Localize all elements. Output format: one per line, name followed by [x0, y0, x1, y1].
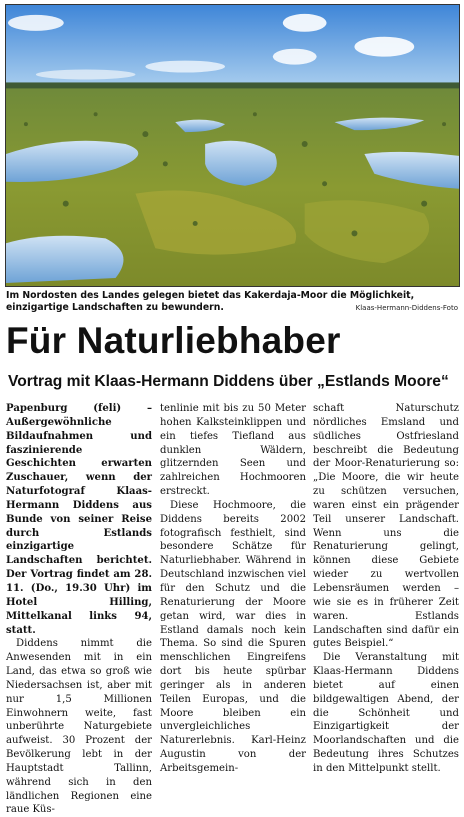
article-paragraph: Die Veranstaltung mit Klaas-Hermann Diddens bietet auf einen bildgewaltigen Abend, der die Schönheit und Einzigartigkeit der Moorlandschaften und die Bedeutung ihres Schutzes in den Mittelpunkt stellt.: [313, 652, 459, 774]
article-column-2: [160, 402, 306, 774]
caption-text: Im Nordosten des Landes gelegen bietet das Kakerdaja-Moor die Möglichkeit, einzigartige Landschaften zu bewundern.: [6, 290, 415, 313]
headline: Für Naturliebhaber: [6, 320, 341, 361]
article-column-3: [313, 402, 459, 774]
subheadline: Vortrag mit Klaas-Hermann Diddens über „Estlands Moore“: [8, 373, 449, 390]
article-paragraph: schaft Naturschutz nördliches Emsland und südliches Ostfriesland beschreibt die Bedeutung der Moor-Renaturierung so: „Die Moore, die wir heute zu schützen versuchen, waren einst ein prägender Teil unserer Landschaft. Wenn uns die Renaturierung gelingt, können diese Gebiete wieder zu wertvollen Lebensräumen werden – wie sie es in früherer Zeit waren. Estlands Landschaften sind dafür ein gutes Beispiel.“: [313, 403, 459, 650]
article-column-1: [6, 402, 152, 816]
photo-illustration: [6, 5, 459, 286]
article-paragraph: tenlinie mit bis zu 50 Meter hohen Kalksteinklippen und ein tiefes Tiefland aus dunklen Wäldern, glitzernden Seen und zahlreichen Hochmooren erstreckt.: [160, 403, 306, 498]
article-lead-paragraph: Papenburg (feli) – Außergewöhnliche Bildaufnahmen und faszinierende Geschichten erwarten Zuschauer, wenn der Naturfotograf Klaas-Hermann Diddens aus Bunde von seiner Reise durch Estlands einzigartige Landschaften berichtet. Der Vortrag findet am 28. 11. (Do., 19.30 Uhr) im Hotel Hilling, Mittelkanal links 94, statt.: [6, 403, 152, 636]
bog-landscape-photo: [5, 4, 460, 287]
article-paragraph: Diddens nimmt die Anwesenden mit in ein Land, das etwa so groß wie Niedersachsen ist, aber mit nur 1,5 Millionen Einwohnern weite, fast unberührte Naturgebiete aufweist. 30 Prozent der Bevölkerung lebt in der Hauptstadt Tallinn, während sich in den ländlichen Regionen eine raue Küs-: [6, 638, 152, 816]
photo-credit: Klaas-Hermann-Diddens-Foto: [355, 304, 458, 312]
article-paragraph: Diese Hochmoore, die Diddens bereits 2002 fotografisch festhielt, sind besondere Schätze für Naturliebhaber. Während in Deutschland inzwischen viel für den Schutz und die Renaturierung der Moore getan wird, war dies in Estland damals noch kein Thema. So sind die Spuren menschlichen Eingreifens dort bis heute spürbar geringer als in anderen Teilen Europas, und die Moore bleiben ein unvergleichliches Naturerlebnis. Karl-Heinz Augustin von der Arbeitsgemein-: [160, 499, 306, 774]
